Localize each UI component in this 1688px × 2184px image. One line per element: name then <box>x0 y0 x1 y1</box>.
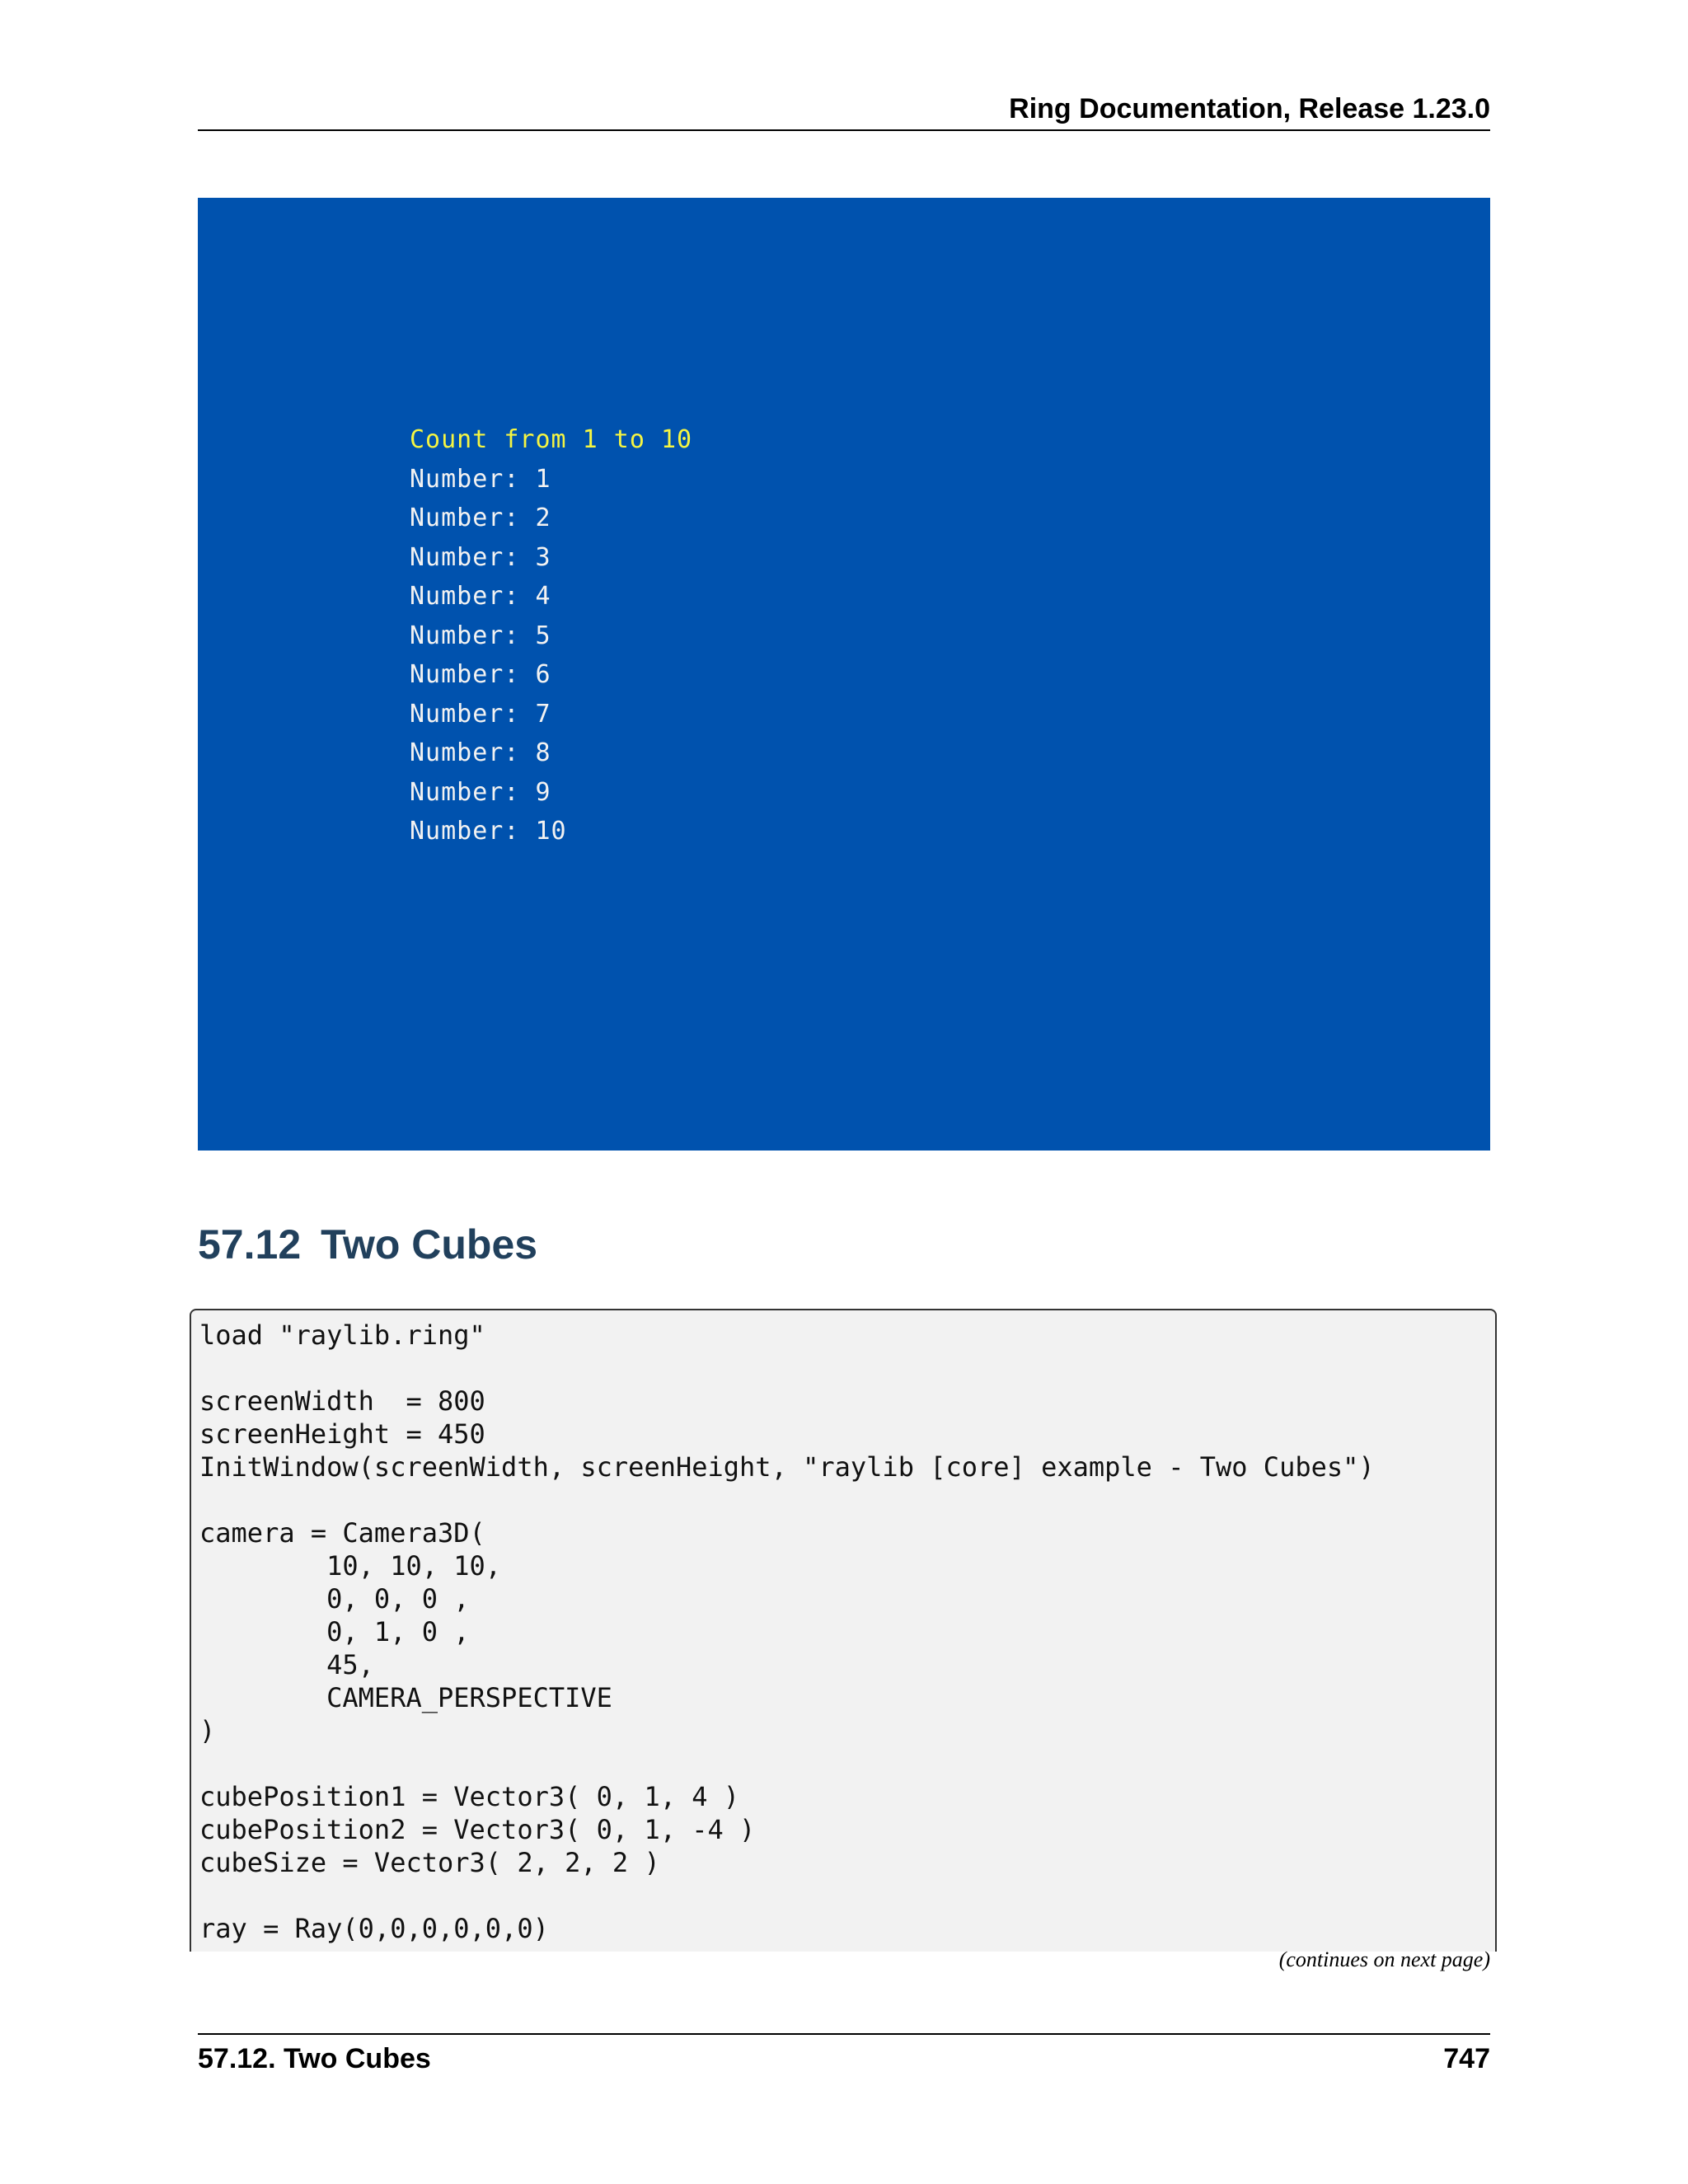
section-title: Two Cubes <box>321 1221 538 1268</box>
output-line: Number: 2 <box>410 504 551 532</box>
output-line: Number: 5 <box>410 621 551 650</box>
output-line: Number: 6 <box>410 660 551 689</box>
output-title-line: Count from 1 to 10 <box>410 425 693 454</box>
output-line: Number: 8 <box>410 738 551 767</box>
code-listing: load "raylib.ring" screenWidth = 800 screenHeight = 450 InitWindow(screenWidth, screenHeight, "raylib [core] example - Two Cubes") camera = Camera3D( 10, 10, 10, 0, 0, 0 , 0, 1, 0 , 45, CAMERA_PERSPECTIVE ) cubePosition1 = Vector3( 0, 1, 4 ) cubePosition2 = Vector3( 0, 1, -4 ) cubeSize = Vector3( 2, 2, 2 ) ray = Ray(0,0,0,0,0,0) <box>199 1319 1375 1944</box>
output-line: Number: 9 <box>410 777 551 807</box>
continues-note: (continues on next page) <box>1278 1947 1490 1971</box>
section-number: 57.12 <box>198 1221 302 1268</box>
code-block <box>190 1309 1497 1952</box>
program-output-screenshot <box>198 198 1490 1151</box>
output-line: Number: 7 <box>410 699 551 729</box>
section-heading <box>198 1218 537 1271</box>
output-line: Number: 1 <box>410 464 551 494</box>
footer-section-ref: 57.12. Two Cubes <box>198 2043 431 2074</box>
output-line: Number: 10 <box>410 817 567 846</box>
page-number: 747 <box>1443 2043 1490 2074</box>
footer-rule <box>198 2033 1490 2035</box>
output-line: Number: 3 <box>410 542 551 572</box>
output-line: Number: 4 <box>410 582 551 611</box>
output-lines <box>410 420 692 851</box>
header-rule <box>198 129 1490 131</box>
running-header: Ring Documentation, Release 1.23.0 <box>1009 93 1490 124</box>
